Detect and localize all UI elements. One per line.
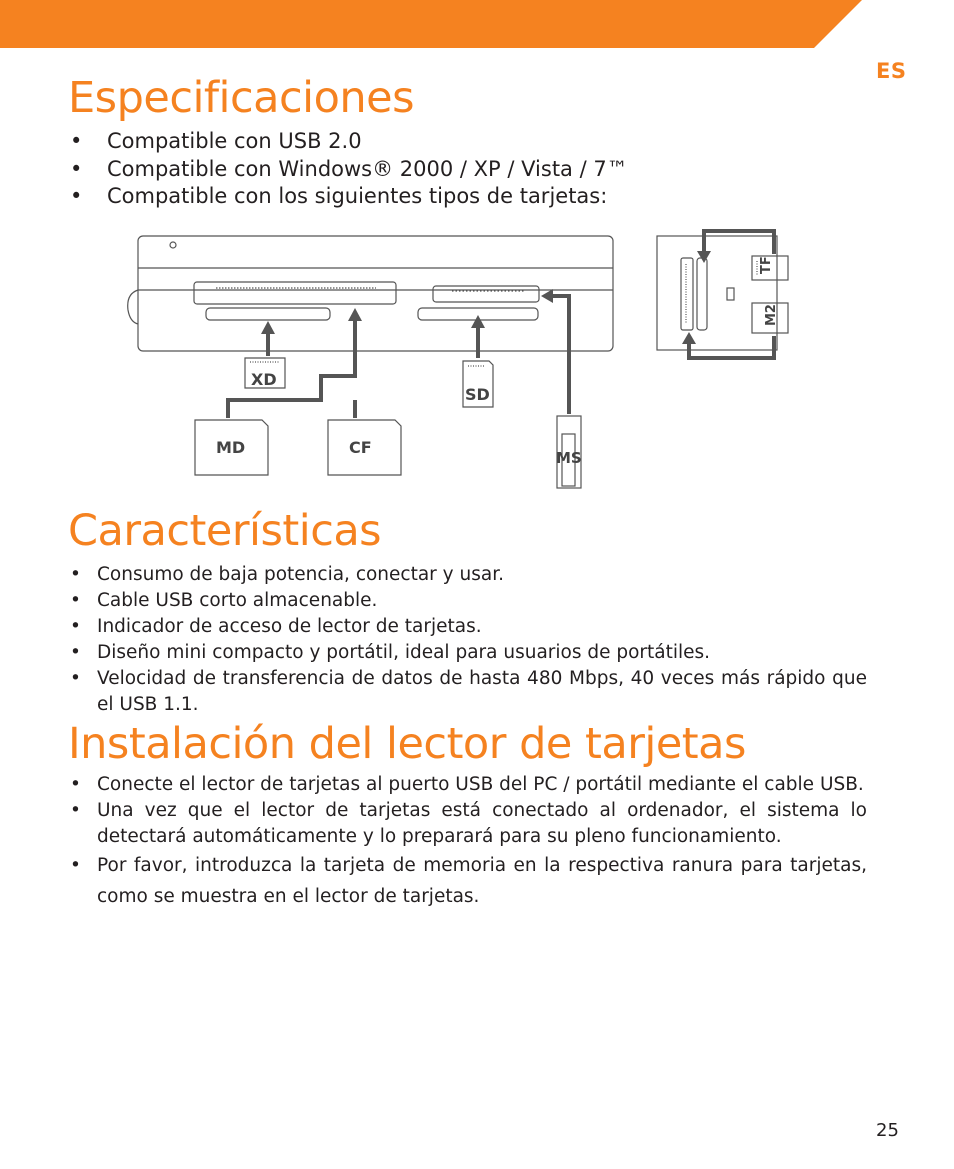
bullet: • bbox=[70, 642, 81, 663]
list-item: • Compatible con Windows® 2000 / XP / Vista / 7™ bbox=[70, 156, 770, 184]
header-banner bbox=[0, 0, 954, 48]
md-label: MD bbox=[216, 438, 246, 457]
list-item: • Diseño mini compacto y portátil, ideal para usuarios de portátiles. bbox=[70, 640, 867, 666]
list-item: • Velocidad de transferencia de datos de hasta 480 Mbps, 40 veces más rápido que el USB 1.1. bbox=[70, 668, 867, 715]
language-tag: ES bbox=[876, 59, 907, 83]
bullet: • bbox=[70, 129, 83, 153]
features-title: Características bbox=[68, 506, 382, 556]
bullet: • bbox=[70, 800, 81, 821]
xd-label: XD bbox=[251, 370, 277, 389]
bullet: • bbox=[70, 616, 81, 637]
install-list bbox=[70, 772, 867, 912]
features-list bbox=[70, 562, 867, 718]
install-title: Instalación del lector de tarjetas bbox=[68, 719, 746, 769]
slot-xd-cf bbox=[194, 282, 396, 304]
m2-label: M2 bbox=[764, 304, 779, 326]
bullet: • bbox=[70, 668, 81, 689]
list-item: • Cable USB corto almacenable. bbox=[70, 588, 867, 614]
bullet: • bbox=[70, 590, 81, 611]
specs-list bbox=[70, 128, 770, 211]
page-number: 25 bbox=[876, 1120, 899, 1141]
list-item: • Por favor, introduzca la tarjeta de memoria en la respectiva ranura para tarjetas, como se muestra en el lector de tarjetas. bbox=[70, 850, 867, 912]
bullet: • bbox=[70, 184, 83, 208]
tf-label: TF bbox=[759, 256, 774, 274]
card-reader-diagram bbox=[120, 228, 800, 493]
list-item: • Indicador de acceso de lector de tarjetas. bbox=[70, 614, 867, 640]
ms-label: MS bbox=[556, 449, 582, 467]
bullet: • bbox=[70, 774, 81, 795]
bullet: • bbox=[70, 156, 83, 181]
list-item: • Conecte el lector de tarjetas al puerto USB del PC / portátil mediante el cable USB. bbox=[70, 772, 867, 798]
list-item: • Compatible con USB 2.0 bbox=[70, 128, 770, 156]
card-reader-body bbox=[138, 236, 613, 351]
bullet: • bbox=[70, 855, 81, 876]
bullet: • bbox=[70, 564, 81, 585]
list-item: • Una vez que el lector de tarjetas está conectado al ordenador, el sistema lo detectará automáticamente y lo preparará para su pleno funcionamiento. bbox=[70, 800, 867, 847]
list-item: • Compatible con los siguientes tipos de tarjetas: bbox=[70, 183, 770, 211]
specs-title: Especificaciones bbox=[68, 73, 414, 123]
cf-label: CF bbox=[349, 438, 372, 457]
slot-sd bbox=[433, 286, 539, 302]
sd-label: SD bbox=[465, 385, 490, 404]
list-item: • Consumo de baja potencia, conectar y usar. bbox=[70, 562, 867, 588]
